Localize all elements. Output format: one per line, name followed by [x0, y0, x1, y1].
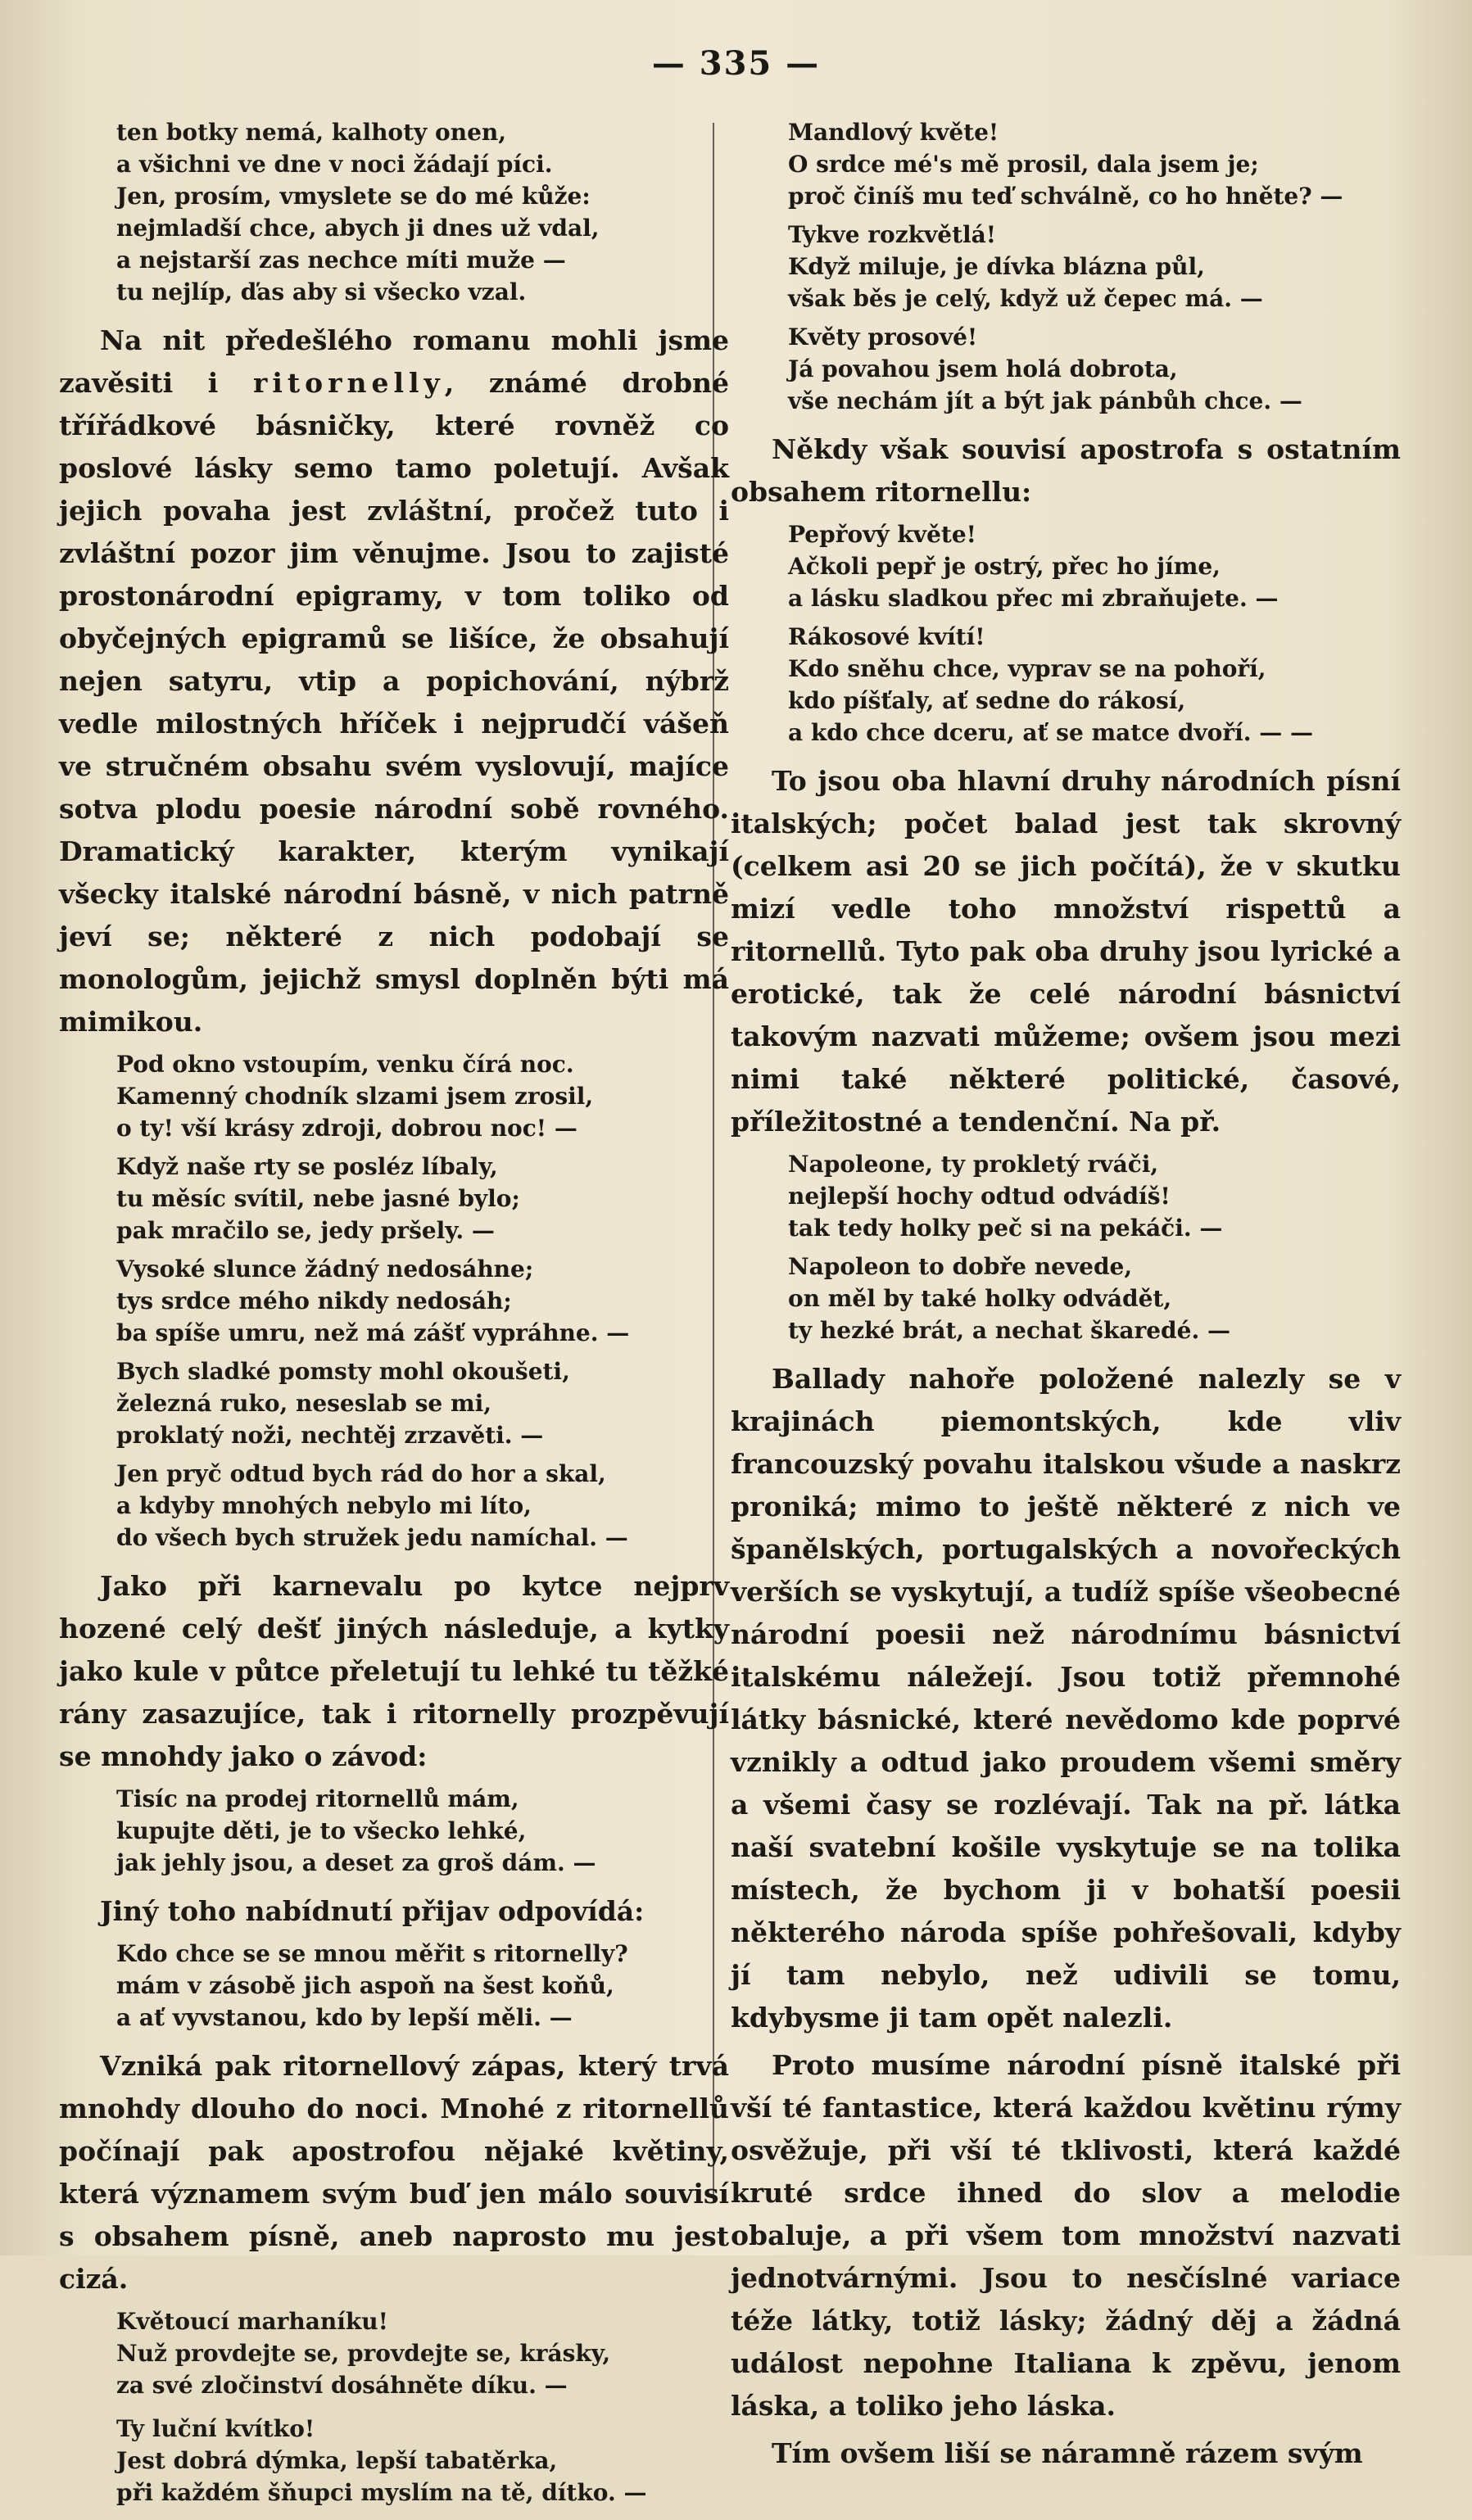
- verse-line: Kdo sněhu chce, vyprav se na pohoří,: [788, 655, 1266, 682]
- verse-line: za své zločinství dosáhněte díku. —: [116, 2372, 568, 2399]
- verse-line: Tisíc na prodej ritornellů mám,: [116, 1785, 519, 1812]
- verse-line: proklatý noži, nechtěj zrzavěti. —: [116, 1422, 544, 1449]
- verse-line: vše nechám jít a být jak pánbůh chce. —: [788, 387, 1302, 414]
- verse-line: tu měsíc svítil, nebe jasné bylo;: [116, 1185, 520, 1212]
- verse-line: proč činíš mu teď schválně, co ho hněte? —: [788, 183, 1343, 210]
- verse-line: tu nejlíp, ďas aby si všecko vzal.: [116, 278, 527, 305]
- verse-line: Bych sladké pomsty mohl okoušeti,: [116, 1358, 570, 1385]
- verse-line: Když naše rty se posléz líbaly,: [116, 1153, 498, 1180]
- verse-line: Rákosové kvítí!: [788, 623, 985, 650]
- verse-line: jak jehly jsou, a deset za groš dám. —: [116, 1849, 596, 1876]
- paragraph-reply: Jiný toho nabídnutí přijav odpovídá:: [100, 1895, 645, 1927]
- verse-line: mám v zásobě jich aspoň na šest koňů,: [116, 1972, 614, 1999]
- verse-line: Jen pryč odtud bych rád do hor a skal,: [116, 1460, 606, 1487]
- paragraph-apostrofa: Někdy však souvisí apostrofa s ostatním obsahem ritornellu:: [731, 433, 1401, 508]
- verse-line: tys srdce mého nikdy nedosáh;: [116, 1287, 512, 1314]
- emphasized-term: ritornelly: [252, 367, 445, 399]
- verse-line: Tykve rozkvětlá!: [788, 221, 997, 248]
- verse-line: Napoleone, ty prokletý rváči,: [788, 1151, 1159, 1178]
- right-column: [731, 116, 1401, 2480]
- verse-line: O srdce mé's mě prosil, dala jsem je;: [788, 151, 1259, 178]
- stanza: [731, 518, 1401, 614]
- paragraph-zapas: Vzniká pak ritornellový zápas, který trvá mnohdy dlouho do noci. Mnohé z ritornellů počínají pak apostrofou nějaké květiny, která významem svým buď jen málo souvisí s obsahem písně, aneb naprosto mu jest cizá.: [59, 2050, 729, 2295]
- stanza: [59, 1253, 729, 1349]
- verse-line: a všichni ve dne v noci žádají píci.: [116, 151, 553, 178]
- paragraph-text: Na nit předešlého romanu mohli jsme zavěsiti i: [59, 324, 729, 399]
- verse-line: Napoleon to dobře nevede,: [788, 1253, 1133, 1280]
- paragraph-ritornelly: [59, 319, 729, 1043]
- verse-line: a kdyby mnohých nebylo mi líto,: [116, 1492, 532, 1519]
- stanza: [59, 1458, 729, 1554]
- verse-line: železná ruko, neseslab se mi,: [116, 1390, 491, 1417]
- verse-line: Pepřový květe!: [788, 521, 976, 548]
- verse-line: Mandlový květe!: [788, 119, 999, 146]
- verse-line: při každém šňupci myslím na tě, dítko. —: [116, 2479, 647, 2506]
- verse-line: nejlepší hochy odtud odvádíš!: [788, 1183, 1171, 1210]
- verse-line: Jest dobrá dýmka, lepší tabatěrka,: [116, 2447, 558, 2474]
- verse-line: on měl by také holky odvádět,: [788, 1285, 1172, 1312]
- verse-line: Kamenný chodník slzami jsem zrosil,: [116, 1083, 594, 1110]
- verse-line: Jen, prosím, vmyslete se do mé kůže:: [116, 183, 591, 210]
- verse-line: do všech bych stružek jedu namíchal. —: [116, 1524, 628, 1551]
- verse-line: Ačkoli pepř je ostrý, přec ho jíme,: [788, 553, 1221, 580]
- verse-line: tak tedy holky peč si na pekáči. —: [788, 1215, 1223, 1242]
- stanza: [59, 1938, 729, 2034]
- verse-line: kupujte děti, je to všecko lehké,: [116, 1817, 527, 1844]
- stanza: [731, 1251, 1401, 1346]
- paragraph-ballady: Ballady nahoře položené nalezly se v krajinách piemontských, kde vliv francouzský povahu italskou všude a naskrz proniká; mimo to ještě některé z nich ve španělských, portugalských a novořeckých verších se vyskytují, a tudíž spíše všeobecné národní poesii než národnímu básnictví italskému náležejí. Jsou totiž přemnohé látky básnické, které nevědomo kde poprvé vznikly a odtud jako proudem všemi směry a všemi časy se rozlévají. Tak na př. látka naší svatební košile vyskytuje se na tolika místech, že bychom ji v bohatší poesii některého národa spíše pohřešovali, kdyby jí tam nebylo, než udivili se tomu, kdybysme ji tam opět nalezli.: [731, 1363, 1401, 2034]
- stanza: [731, 621, 1401, 749]
- verse-line: Květoucí marhaníku!: [116, 2308, 388, 2335]
- verse-line: ten botky nemá, kalhoty onen,: [116, 119, 507, 146]
- stanza: [731, 116, 1401, 212]
- intro-verse: [59, 116, 729, 308]
- stanza: [731, 321, 1401, 417]
- verse-line: Když miluje, je dívka blázna půl,: [788, 253, 1205, 280]
- page-number: — 335 —: [651, 44, 821, 83]
- verse-line: Já povahou jsem holá dobrota,: [788, 355, 1178, 382]
- verse-line: nejmladší chce, abych ji dnes už vdal,: [116, 215, 600, 242]
- paragraph-druhy: To jsou oba hlavní druhy národních písní italských; počet balad jest tak skrovný (celkem asi 20 se jich počítá), že v skutku mizí vedle toho množství rispettů a ritornellů. Tyto pak oba druhy jsou lyrické a erotické, tak že celé národní básnictví takovým nazvati můžeme; ovšem jsou mezi nimi také některé politické, časové, příležitostné a tendenční. Na př.: [731, 765, 1401, 1138]
- stanza: [59, 1783, 729, 1879]
- verse-line: Ty luční kvítko!: [116, 2415, 315, 2442]
- verse-line: Květy prosové!: [788, 323, 978, 351]
- stanza: [59, 1151, 729, 1246]
- paragraph-proto: Proto musíme národní písně italské při vší té fantastice, která každou květinu rýmy osvěžuje, při vší té tklivosti, která každé kruté srdce ihned do slov a melodie obaluje, a při všem tom množství nazvati jednotvárnými. Jsou to nesčíslné variace téže látky, totiž lásky; žádný děj a žádná událost nepohne Italiana k zpěvu, jenom láska, a toliko jeho láska.: [731, 2049, 1401, 2422]
- paragraph-karneval: Jako při karnevalu po kytce nejprv hozené celý dešť jiných následuje, a kytky jako kule v půtce přeletují tu lehké tu těžké rány zasazujíce, tak i ritornelly prozpěvují se mnohdy jako o závod:: [59, 1570, 729, 1772]
- verse-line: a lásku sladkou přec mi zbraňujete. —: [788, 585, 1279, 612]
- verse-line: však běs je celý, když už čepec má. —: [788, 285, 1263, 312]
- verse-line: Pod okno vstoupím, venku čírá noc.: [116, 1051, 574, 1078]
- paragraph-text: , známé drobné třířádkové básničky, které rovněž co poslové lásky semo tamo poletují. Avšak jejich povaha jest zvláštní, pročež tuto i zvláštní pozor jim věnujme. Jsou to zajisté prostonárodní epigramy, v tom toliko od obyčejných epigramů se lišíce, že obsahují nejen satyru, vtip a popichování, nýbrž vedle milostných hříček i nejprudčí vášeň ve stručném obsahu svém vyslovují, majíce sotva plodu poesie národní sobě rovného. Dramatický karakter, kterým vynikají všecky italské národní básně, v nich patrně jeví se; některé z nich podobají se monologům, jejichž smysl doplněn býti má mimikou.: [59, 367, 730, 1038]
- verse-line: Nuž provdejte se, provdejte se, krásky,: [116, 2340, 611, 2367]
- paragraph-tim: Tím ovšem liší se náramně rázem svým: [772, 2437, 1363, 2469]
- stanza: [59, 2413, 729, 2509]
- verse-line: ty hezké brát, a nechat škaredé. —: [788, 1317, 1230, 1344]
- verse-line: ba spíše umru, než má zášť vypráhne. —: [116, 1319, 630, 1346]
- verse-line: kdo píšťaly, ať sedne do rákosí,: [788, 687, 1186, 714]
- stanza: [731, 1148, 1401, 1244]
- verse-line: pak mračilo se, jedy pršely. —: [116, 1217, 495, 1244]
- verse-line: o ty! vší krásy zdroji, dobrou noc! —: [116, 1115, 577, 1142]
- stanza: [59, 1355, 729, 1451]
- verse-line: a ať vyvstanou, kdo by lepší měli. —: [116, 2004, 573, 2031]
- verse-line: a nejstarší zas nechce míti muže —: [116, 247, 566, 274]
- left-column: [59, 116, 729, 2520]
- verse-line: a kdo chce dceru, ať se matce dvoří. — —: [788, 719, 1313, 746]
- stanza: [59, 1048, 729, 1144]
- stanza: [731, 219, 1401, 314]
- verse-line: Kdo chce se se mnou měřit s ritornelly?: [116, 1940, 628, 1967]
- verse-line: Vysoké slunce žádný nedosáhne;: [116, 1255, 534, 1283]
- stanza: [59, 2305, 729, 2401]
